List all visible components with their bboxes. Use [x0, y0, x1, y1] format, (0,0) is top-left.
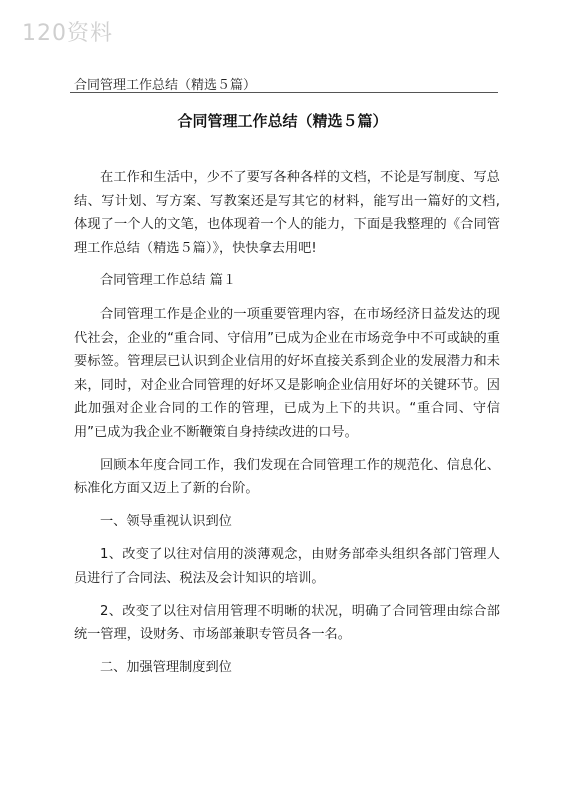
subheading-leadership: 一、领导重视认识到位 [100, 513, 232, 529]
subheading-management-system: 二、加强管理制度到位 [100, 659, 232, 675]
watermark: 120资料 [22, 21, 113, 46]
body-paragraph: 合同管理工作是企业的一项重要管理内容，在市场经济日益发达的现代社会，企业的“重合同、守信用”已成为企业在市场竞争中不可或缺的重要标签。管理层已认识到企业信用的好坏直接关系到企业的发展潜力和未来，同时，对企业合同管理的好坏又是影响企业信用好坏的关键环节。因此加强对企业合同的工作的管理，已成为上下的共识。“重合同、守信用”已成为我企业不断鞭策自身持续改进的口号。 [74, 306, 500, 440]
list-item-2: 2、改变了以往对信用管理不明晰的状况，明确了合同管理由综合部统一管理，设财务、市场部兼职专管员各一名。 [74, 603, 500, 643]
body-paragraph: 回顾本年度合同工作，我们发现在合同管理工作的规范化、信息化、标准化方面又迈上了新的台阶。 [74, 457, 500, 497]
intro-paragraph: 在工作和生活中，少不了要写各种各样的文档，不论是写制度、写总结、写计划、写方案、写教案还是写其它的材料，能写出一篇好的文档,体现了一个人的文笔，也体现着一个人的能力，下面是我整理的《合同管理工作总结（精选５篇）》，快快拿去用吧! [74, 170, 500, 256]
header-rule [70, 92, 498, 93]
document-body [74, 166, 500, 689]
list-item-1: 1、改变了以往对信用的淡薄观念，由财务部牵头组织各部门管理人员进行了合同法、税法及会计知识的培训。 [74, 547, 500, 586]
document-title: 合同管理工作总结（精选５篇） [177, 112, 388, 130]
running-header: 合同管理工作总结（精选５篇） [74, 78, 257, 93]
section-heading-article-1: 合同管理工作总结 篇１ [100, 273, 237, 289]
